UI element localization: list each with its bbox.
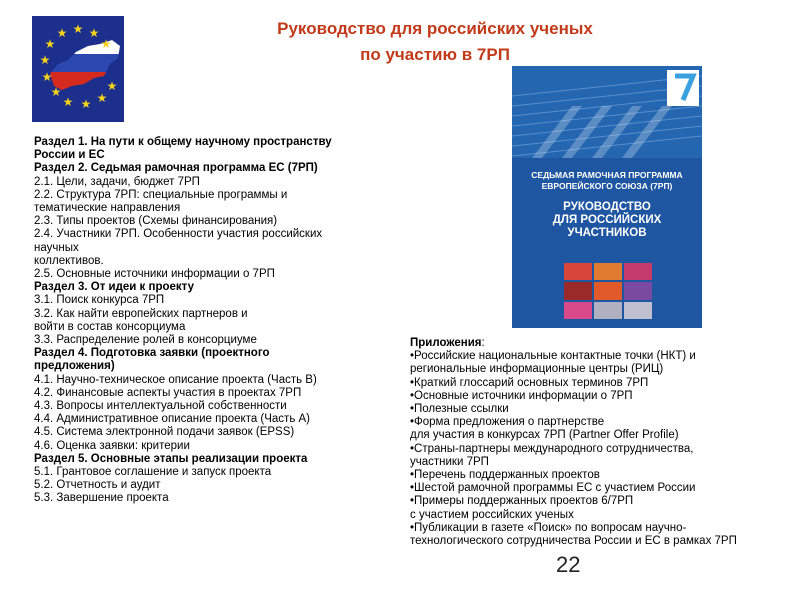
contents-item: 5.2. Отчетность и аудит bbox=[34, 479, 161, 492]
contents-item: Раздел 4. Подготовка заявки (проектного bbox=[34, 347, 270, 360]
title-line-2: по участию в 7РП bbox=[360, 45, 510, 64]
appendix-item: •Российские национальные контактные точки (НКТ) и bbox=[410, 350, 696, 363]
svg-text:★: ★ bbox=[96, 91, 108, 105]
contents-item: 3.2. Как найти европейских партнеров и bbox=[34, 307, 248, 320]
contents-item: 2.4. Участники 7РП. Особенности участия российских bbox=[34, 228, 323, 241]
contents-item: 2.1. Цели, задачи, бюджет 7РП bbox=[34, 175, 200, 188]
contents-item: 4.2. Финансовые аспекты участия в проектах 7РП bbox=[34, 386, 302, 399]
contents-item: войти в состав консорциума bbox=[34, 320, 186, 333]
book-program-title bbox=[522, 170, 692, 192]
contents-item: Раздел 3. От идеи к проекту bbox=[34, 281, 194, 294]
book-main-line-3: УЧАСТНИКОВ bbox=[567, 227, 647, 239]
contents-item: научных bbox=[34, 241, 79, 254]
svg-text:★: ★ bbox=[39, 53, 51, 67]
appendices-list bbox=[410, 337, 798, 548]
appendix-item: региональные информационные центры (РИЦ) bbox=[410, 363, 664, 376]
contents-list bbox=[34, 136, 404, 506]
svg-text:★: ★ bbox=[44, 37, 56, 51]
appendix-item: технологического сотрудничества России и ЕС в рамках 7РП bbox=[410, 535, 737, 548]
appendix-item: •Публикации в газете «Поиск» по вопросам научно- bbox=[410, 521, 687, 534]
appendix-item: для участия в конкурсах 7РП (Partner Offer Profile) bbox=[410, 429, 679, 442]
appendix-item: •Перечень поддержанных проектов bbox=[410, 469, 600, 482]
appendix-item: •Основные источники информации о 7РП bbox=[410, 389, 633, 402]
svg-text:★: ★ bbox=[100, 37, 112, 51]
contents-item: 4.6. Оценка заявки: критерии bbox=[34, 439, 190, 452]
svg-text:★: ★ bbox=[56, 26, 68, 40]
contents-item: 3.1. Поиск конкурса 7РП bbox=[34, 294, 165, 307]
svg-text:★: ★ bbox=[62, 95, 74, 109]
contents-item: Раздел 1. На пути к общему научному пространству bbox=[34, 136, 332, 148]
contents-item: 4.5. Система электронной подачи заявок (EPSS) bbox=[34, 426, 295, 439]
appendix-item: •Форма предложения о партнерстве bbox=[410, 416, 605, 429]
appendix-item: •Краткий глоссарий основных терминов 7РП bbox=[410, 376, 649, 389]
svg-text:★: ★ bbox=[50, 85, 62, 99]
book-main-line-2: ДЛЯ РОССИЙСКИХ bbox=[552, 214, 662, 226]
contents-item: коллективов. bbox=[34, 254, 104, 267]
contents-item: 3.3. Распределение ролей в консорциуме bbox=[34, 334, 257, 347]
svg-text:★: ★ bbox=[80, 97, 92, 111]
appendices-heading-suffix: : bbox=[481, 337, 485, 349]
contents-item: предложения) bbox=[34, 360, 115, 373]
appendices-lines bbox=[410, 350, 798, 548]
svg-text:★: ★ bbox=[88, 26, 100, 40]
page-title bbox=[200, 16, 670, 68]
appendices-heading bbox=[410, 337, 798, 350]
book-cover-mosaic bbox=[564, 263, 652, 319]
appendix-item: участники 7РП bbox=[410, 455, 489, 468]
appendix-item: с участием российских ученых bbox=[410, 508, 574, 521]
contents-item: тематические направления bbox=[34, 202, 181, 215]
book-program-line-2: ЕВРОПЕЙСКОГО СОЮЗА (7РП) bbox=[541, 181, 673, 191]
contents-item: Раздел 5. Основные этапы реализации проекта bbox=[34, 452, 308, 465]
svg-text:★: ★ bbox=[72, 22, 84, 36]
contents-item: 2.2. Структура 7РП: специальные программы и bbox=[34, 188, 288, 201]
book-program-line-1: СЕДЬМАЯ РАМОЧНАЯ ПРОГРАММА bbox=[531, 170, 683, 180]
appendix-item: •Полезные ссылки bbox=[410, 403, 509, 416]
book-main-title bbox=[522, 201, 692, 240]
contents-item: 5.1. Грантовое соглашение и запуск проекта bbox=[34, 466, 272, 479]
title-line-1: Руководство для российских ученых bbox=[277, 19, 593, 38]
book-main-line-1: РУКОВОДСТВО bbox=[563, 201, 651, 213]
contents-item: 2.3. Типы проектов (Схемы финансирования) bbox=[34, 215, 278, 228]
svg-text:★: ★ bbox=[106, 79, 118, 93]
appendix-item: •Примеры поддержанных проектов 6/7РП bbox=[410, 495, 634, 508]
contents-item: Раздел 2. Седьмая рамочная программа ЕС (7РП) bbox=[34, 162, 318, 175]
page-number: 22 bbox=[556, 552, 581, 577]
appendix-item: •Страны-партнеры международного сотрудничества, bbox=[410, 442, 694, 455]
appendices-heading-text: Приложения bbox=[410, 337, 482, 349]
contents-item: 4.1. Научно-техническое описание проекта (Часть B) bbox=[34, 373, 317, 386]
contents-item: 2.5. Основные источники информации о 7РП bbox=[34, 268, 275, 281]
svg-text:★: ★ bbox=[41, 70, 53, 84]
eu-russia-flag-icon-graphic bbox=[32, 16, 124, 122]
eu-russia-flag-icon bbox=[32, 16, 124, 122]
book-cover bbox=[512, 66, 702, 328]
contents-item: 5.3. Завершение проекта bbox=[34, 492, 169, 505]
contents-item: 4.3. Вопросы интеллектуальной собственности bbox=[34, 400, 287, 413]
fp7-logo-icon bbox=[667, 70, 699, 106]
contents-item: России и ЕС bbox=[34, 149, 105, 162]
appendix-item: •Шестой рамочной программы ЕС с участием России bbox=[410, 482, 696, 495]
contents-item: 4.4. Административное описание проекта (Часть А) bbox=[34, 413, 311, 426]
